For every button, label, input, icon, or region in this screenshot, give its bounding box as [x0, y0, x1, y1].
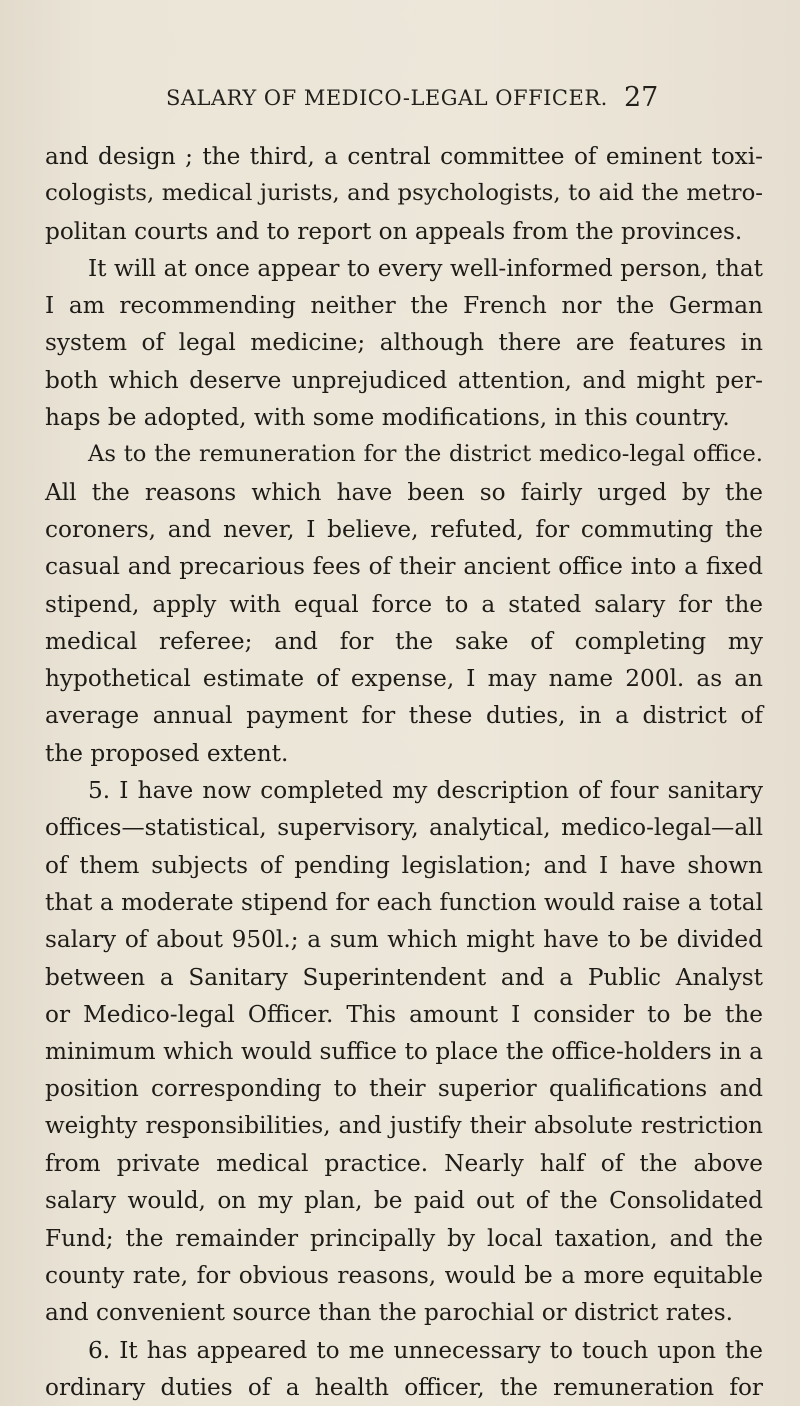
text-line: both which deserve unprejudiced attention, and might per- — [45, 366, 763, 394]
text-line: of them subjects of pending legislation; and I have shown — [45, 851, 763, 879]
text-line: All the reasons which have been so fairly urged by the — [45, 478, 763, 506]
text-line: or Medico-legal Officer. This amount I consider to be the — [45, 1000, 763, 1028]
running-head — [0, 82, 800, 116]
text-line: and design ; the third, a central committee of eminent toxi- — [45, 143, 763, 170]
text-line: salary would, on my plan, be paid out of the Consolidated — [45, 1187, 763, 1215]
text-line: system of legal medicine; although there are features in — [45, 329, 763, 357]
text-line: hypothetical estimate of expense, I may name 200l. as an — [45, 665, 763, 693]
text-line: weighty responsibilities, and justify their absolute restriction — [45, 1112, 763, 1139]
text-line: ordinary duties of a health officer, the remuneration for — [45, 1373, 763, 1401]
body-text — [45, 138, 763, 1406]
text-line: It will at once appear to every well-informed person, that — [88, 254, 763, 282]
text-line: haps be adopted, with some modifications, in this country. — [45, 404, 730, 432]
text-line: politan courts and to report on appeals from the provinces. — [45, 217, 743, 245]
text-line: Fund; the remainder principally by local taxation, and the — [45, 1224, 763, 1252]
text-line: from private medical practice. Nearly half of the above — [45, 1150, 763, 1178]
text-line: salary of about 950l.; a sum which might have to be divided — [45, 926, 763, 954]
text-line: I am recommending neither the French nor the German — [45, 292, 763, 320]
text-line: casual and precarious fees of their ancient office into a fixed — [45, 553, 763, 581]
text-line: 5. I have now completed my description of four sanitary — [88, 777, 763, 805]
text-line: between a Sanitary Superintendent and a Public Analyst — [45, 963, 763, 991]
text-line: position corresponding to their superior qualifications and — [45, 1075, 763, 1103]
text-line: cologists, medical jurists, and psychologists, to aid the metro- — [45, 180, 763, 207]
page-number: 27 — [624, 82, 659, 113]
text-line: offices—statistical, supervisory, analytical, medico-legal—all — [45, 814, 763, 842]
text-line: 6. It has appeared to me unnecessary to touch upon the — [88, 1336, 763, 1364]
text-line: minimum which would suffice to place the office-holders in a — [45, 1038, 763, 1066]
text-line: coroners, and never, I believe, refuted, for commuting the — [45, 515, 763, 543]
text-line: the proposed extent. — [45, 739, 289, 767]
text-line: average annual payment for these duties, in a district of — [45, 702, 763, 730]
text-line: stipend, apply with equal force to a stated salary for the — [45, 590, 763, 618]
running-title: SALARY OF MEDICO-LEGAL OFFICER. — [166, 86, 608, 110]
text-line: county rate, for obvious reasons, would be a more equitable — [45, 1261, 763, 1289]
text-line: that a moderate stipend for each function would raise a total — [45, 888, 763, 916]
text-line: As to the remuneration for the district medico-legal office. — [88, 441, 763, 468]
text-line: and convenient source than the parochial or district rates. — [45, 1299, 733, 1327]
text-line: medical referee; and for the sake of completing my — [45, 627, 763, 655]
